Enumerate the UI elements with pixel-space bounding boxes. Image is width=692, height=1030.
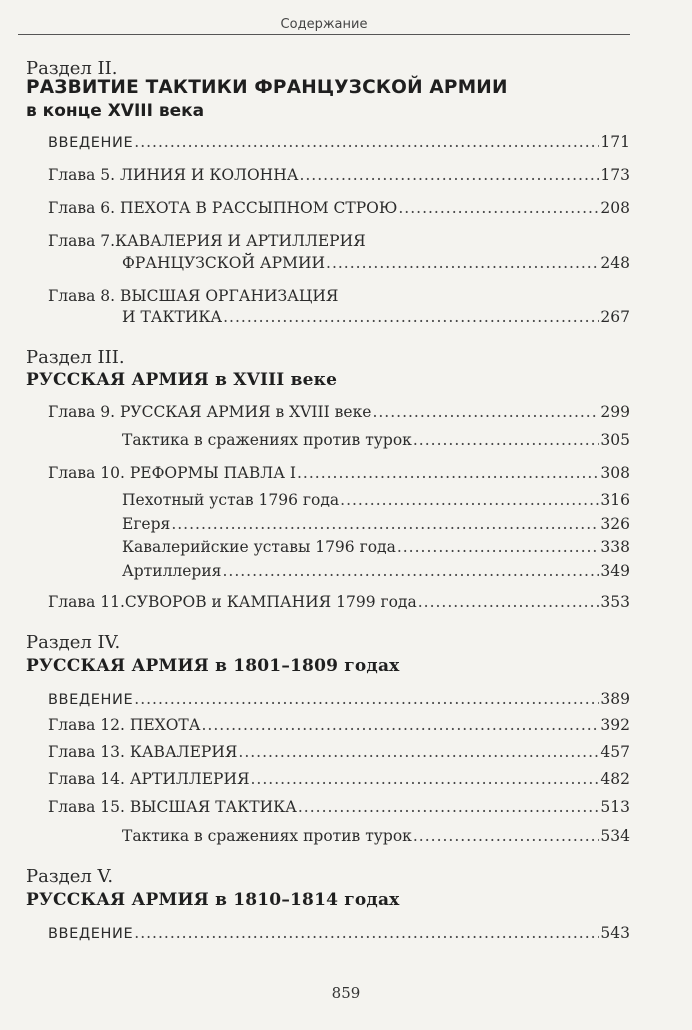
toc-entry-page: 308 [600,464,630,482]
dot-leader [238,741,599,763]
toc-entry-label: Пехотный устав 1796 года [122,491,340,509]
section-title: РУССКАЯ АРМИЯ в XVIII веке [26,370,338,390]
toc-entry-page: 389 [600,690,630,708]
dot-leader [413,429,600,451]
toc-entry-label: Глава 15. ВЫСШАЯ ТАКТИКА [48,798,297,816]
toc-entry-page: 513 [600,798,630,816]
section-label: Раздел III. [26,347,125,368]
toc-entry-label: Артиллерия [122,562,222,580]
toc-entry-label: Глава 10. РЕФОРМЫ ПАВЛА I [48,464,296,482]
dot-leader [418,591,600,613]
dot-leader [299,164,599,186]
section-subtitle: в конце XVIII века [26,101,205,121]
toc-entry-page: 171 [600,133,630,151]
toc-entry-page: 482 [600,770,630,788]
page-number: 859 [331,984,361,1002]
toc-subentry[interactable] [122,489,630,511]
toc-entry[interactable] [48,164,630,186]
dot-leader [340,489,599,511]
toc-entry[interactable] [48,714,630,736]
dot-leader [134,688,599,710]
toc-entry[interactable] [122,252,630,274]
toc-entry-page: 349 [600,562,630,580]
dot-leader [251,768,600,790]
toc-entry-page: 534 [600,827,630,845]
toc-entry[interactable] [48,401,630,423]
toc-subentry[interactable] [122,513,630,535]
dot-leader [298,796,600,818]
toc-entry-label: Глава 12. ПЕХОТА [48,716,201,734]
toc-entry-page: 316 [600,491,630,509]
dot-leader [397,536,600,558]
toc-entry-label: Егеря [122,515,171,533]
section-label: Раздел V. [26,866,114,887]
running-header: Содержание [18,17,630,35]
toc-entry[interactable] [48,768,630,790]
dot-leader [326,252,599,274]
dot-leader [134,131,599,153]
toc-entry-page: 353 [600,593,630,611]
toc-entry-label: Тактика в сражениях против турок [122,431,412,449]
dot-leader [222,560,599,582]
section-title: РАЗВИТИЕ ТАКТИКИ ФРАНЦУЗСКОЙ АРМИИ [26,77,508,98]
toc-subentry[interactable] [122,536,630,558]
toc-entry-label: Глава 9. РУССКАЯ АРМИЯ в XVIII веке [48,403,372,421]
toc-entry[interactable] [48,922,630,944]
toc-entry-page: 338 [600,538,630,556]
toc-entry-label: Глава 14. АРТИЛЛЕРИЯ [48,770,250,788]
section-label: Раздел IV. [26,632,121,653]
toc-entry[interactable] [48,591,630,613]
toc-subentry[interactable] [122,429,630,451]
toc-entry-page: 267 [600,308,630,326]
toc-entry-label: ВВЕДЕНИЕ [48,926,134,942]
toc-entry-page: 543 [600,924,630,942]
toc-entry[interactable] [48,131,630,153]
toc-entry[interactable] [48,741,630,763]
toc-entry-label-line1: Глава 8. ВЫСШАЯ ОРГАНИЗАЦИЯ [48,287,339,305]
dot-leader [413,825,600,847]
toc-entry-label: И ТАКТИКА [122,308,223,326]
dot-leader [297,462,599,484]
toc-entry[interactable] [48,796,630,818]
dot-leader [398,197,599,219]
dot-leader [372,401,599,423]
toc-entry-label: Глава 6. ПЕХОТА В РАССЫПНОМ СТРОЮ [48,199,398,217]
toc-entry-label: ВВЕДЕНИЕ [48,692,134,708]
toc-subentry[interactable] [122,560,630,582]
toc-entry-page: 173 [600,166,630,184]
toc-entry-page: 326 [600,515,630,533]
toc-entry[interactable] [122,306,630,328]
toc-entry-label: Тактика в сражениях против турок [122,827,412,845]
section-label: Раздел II. [26,58,118,79]
toc-entry-page: 305 [600,431,630,449]
toc-entry[interactable] [48,462,630,484]
toc-entry-page: 299 [600,403,630,421]
toc-subentry[interactable] [122,825,630,847]
toc-entry-page: 248 [600,254,630,272]
dot-leader [201,714,599,736]
toc-entry-label: ФРАНЦУЗСКОЙ АРМИИ [122,254,326,272]
section-title: РУССКАЯ АРМИЯ в 1801–1809 годах [26,656,400,676]
toc-entry-label: Глава 5. ЛИНИЯ И КОЛОННА [48,166,299,184]
toc-entry-page: 457 [600,743,630,761]
toc-entry[interactable] [48,197,630,219]
dot-leader [134,922,599,944]
toc-entry[interactable] [48,688,630,710]
toc-entry-label: ВВЕДЕНИЕ [48,135,134,151]
toc-entry-label-line1: Глава 7.КАВАЛЕРИЯ И АРТИЛЛЕРИЯ [48,232,366,250]
toc-entry-page: 392 [600,716,630,734]
toc-entry-label: Кавалерийские уставы 1796 года [122,538,396,556]
section-title: РУССКАЯ АРМИЯ в 1810–1814 годах [26,890,400,910]
toc-entry-label: Глава 13. КАВАЛЕРИЯ [48,743,238,761]
dot-leader [171,513,599,535]
dot-leader [223,306,599,328]
toc-entry-page: 208 [600,199,630,217]
toc-entry-label: Глава 11.СУВОРОВ и КАМПАНИЯ 1799 года [48,593,417,611]
